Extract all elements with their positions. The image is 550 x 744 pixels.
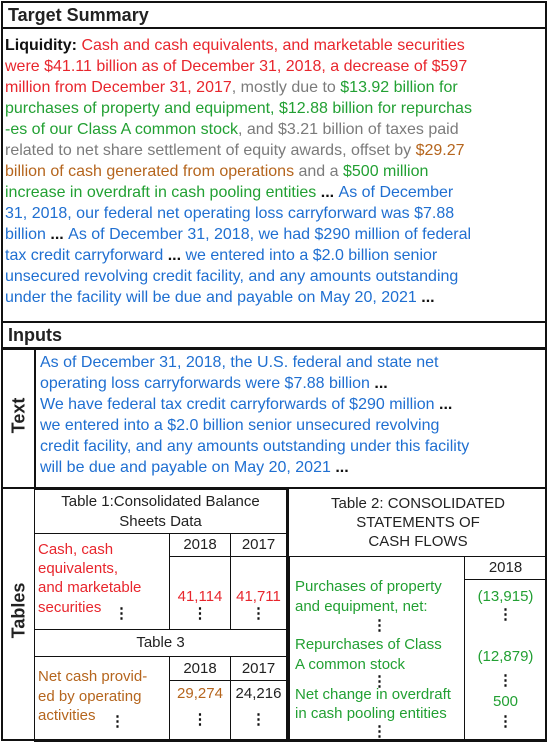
table2-row2-line1: Repurchases of Class <box>295 636 442 653</box>
table2-v2-ellipsis: ⋮ <box>498 672 513 689</box>
table2-value3: 500 <box>492 693 519 710</box>
text-segment: As of December 31, 2018, the U.S. federal and state net <box>40 354 439 371</box>
table2-row1-line1: Purchases of property <box>295 578 442 595</box>
text-line <box>5 140 545 161</box>
text-line <box>5 224 545 245</box>
table3-row-line2: ed by operating <box>38 688 142 705</box>
text-segment: million from December 31, 2017 <box>5 79 232 96</box>
table3-value-2018: 29,274 <box>177 685 223 702</box>
text-line <box>40 373 545 394</box>
text-segment: increase in overdraft in cash pooling entities <box>5 184 317 201</box>
table3-row-line1: Net cash provid- <box>38 668 148 685</box>
table2-row1-line2: and equipment, net: <box>295 598 428 615</box>
table2-title-line1: Table 2: CONSOLIDATED <box>331 495 505 512</box>
text-segment: As of December <box>338 184 454 201</box>
table1-row-line2: equivalents, <box>38 560 119 577</box>
table1-value-2017: 41,711 <box>236 588 281 605</box>
text-line <box>40 457 545 478</box>
text-line <box>40 352 545 373</box>
text-line <box>5 56 545 77</box>
table3-title: Table 3 <box>136 634 185 651</box>
table3-row-line3: activities <box>38 707 96 724</box>
table2-value2: (12,879) <box>477 648 534 665</box>
text-segment: , and $3.21 billion of taxes paid <box>237 121 459 138</box>
text-line <box>5 77 545 98</box>
text-line <box>5 119 545 140</box>
text-line <box>5 287 545 308</box>
text-segment: As of December 31, 2018, we had $290 million of federal <box>68 226 472 243</box>
text-segment: we entered into a $2.0 billion senior <box>185 247 438 264</box>
text-segment: $500 million <box>343 163 429 180</box>
table2-row1-ellipsis: ⋮ <box>372 617 387 634</box>
text-segment: $29.27 <box>415 142 465 159</box>
table1-value-2018: 41,114 <box>177 588 223 605</box>
table2-row3-ellipsis: ⋮ <box>372 723 387 740</box>
text-segment: ... <box>416 289 435 306</box>
table3-col2: 2017 <box>241 660 276 677</box>
text-segment: under the facility will be due and payable on May 20, 2021 <box>5 289 417 306</box>
table3-v1-ellipsis: ⋮ <box>192 711 208 728</box>
table3-v2-ellipsis: ⋮ <box>251 711 266 728</box>
text-segment: We have federal tax credit carryforwards of $290 million <box>40 396 435 413</box>
input-text <box>40 352 545 478</box>
text-segment: ... <box>45 226 69 243</box>
text-segment: billion <box>5 226 46 243</box>
target-summary-text <box>5 35 545 308</box>
text-segment: credit facility, and any amounts outstanding under this facility <box>40 438 470 455</box>
table2-row3-line2: in cash pooling entities <box>295 705 447 722</box>
table1-row-line3: and marketable <box>38 579 142 596</box>
table1-title-line1: Table 1:Consolidated Balance <box>61 493 260 510</box>
table1-col1: 2018 <box>183 536 217 553</box>
text-segment: tax credit carryforward <box>5 247 164 264</box>
table1-title-line2: Sheets Data <box>119 513 202 530</box>
table1-v1-ellipsis: ⋮ <box>192 605 208 622</box>
text-segment: operating loss carryforwards were $7.88 billion <box>40 375 370 392</box>
text-segment: Liquidity: <box>5 37 82 54</box>
table2-value1: (13,915) <box>477 588 534 605</box>
text-line <box>5 245 545 266</box>
text-segment: unsecured revolving credit facility, and any amounts outstanding <box>5 268 459 285</box>
text-segment: ... <box>316 184 339 201</box>
inputs-header: Inputs <box>1 321 547 349</box>
table2-row2-ellipsis: ⋮ <box>372 673 387 690</box>
table2-v3-ellipsis: ⋮ <box>498 713 513 730</box>
table2-title-line3: CASH FLOWS <box>368 533 468 550</box>
text-segment: purchases of property and equipment, $12.88 billion for repurchas <box>5 100 472 117</box>
text-segment: and a <box>294 163 343 180</box>
text-segment: will be due and payable on May 20, 2021 <box>40 459 331 476</box>
text-line <box>5 161 545 182</box>
text-segment: ... <box>434 396 453 413</box>
table2-row3-line1: Net change in overdraft <box>295 686 451 703</box>
table3-col1: 2018 <box>183 660 217 677</box>
text-segment: ... <box>369 375 388 392</box>
text-segment: 31, 2018, our federal net operating loss carryforward was $7.88 <box>5 205 455 222</box>
text-segment: $13.92 billion for <box>340 79 458 96</box>
table2-row2-line2: A common stock <box>295 656 406 673</box>
text-segment: Cash and cash equivalents, and marketable securities <box>81 37 465 54</box>
table2-title-line2: STATEMENTS OF <box>356 514 480 531</box>
text-segment: -es of our Class A common stock <box>5 121 238 138</box>
table3-row-ellipsis: ⋮ <box>110 713 125 730</box>
table3-value-2017: 24,216 <box>235 685 282 702</box>
text-segment: related to net share settlement of equity awards, offset by <box>5 142 416 159</box>
text-line <box>40 436 545 457</box>
table1-row-ellipsis: ⋮ <box>114 605 129 622</box>
text-segment: billion of cash generated from operations <box>5 163 295 180</box>
text-line <box>40 394 545 415</box>
tables-section-label: Tables <box>8 582 29 639</box>
text-line <box>5 203 545 224</box>
table2-col: 2018 <box>488 559 523 576</box>
text-line <box>5 98 545 119</box>
text-line <box>5 182 545 203</box>
text-section-label: Text <box>8 397 29 434</box>
target-summary-header: Target Summary <box>1 1 547 29</box>
text-line <box>5 266 545 287</box>
table1-col2: 2017 <box>241 536 276 553</box>
table2-v1-ellipsis: ⋮ <box>498 606 513 623</box>
table1-row-line1: Cash, cash <box>38 541 114 558</box>
text-segment: we entered into a $2.0 billion senior unsecured revolving <box>40 417 440 434</box>
text-segment: ... <box>163 247 186 264</box>
text-line <box>5 35 545 56</box>
text-segment: ... <box>330 459 349 476</box>
text-line <box>40 415 545 436</box>
table1-row-line4: securities <box>38 599 102 616</box>
text-segment: , mostly due to <box>231 79 341 96</box>
text-segment: were $41.11 billion as of December 31, 2018, a decrease of $597 <box>5 58 468 75</box>
table1-v2-ellipsis: ⋮ <box>251 605 266 622</box>
